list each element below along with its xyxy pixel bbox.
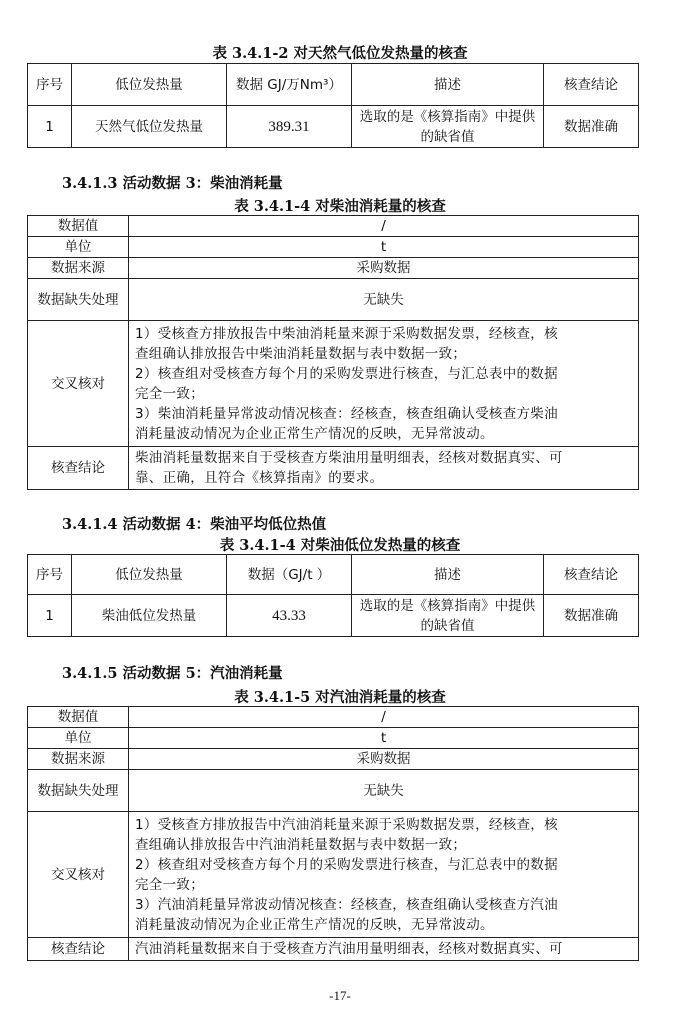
- header-no: 序号: [28, 64, 72, 106]
- data-value: /: [129, 707, 639, 728]
- text-line: 查组确认排放报告中汽油消耗量数据与表中数据一致；: [135, 836, 467, 853]
- header-no: 序号: [28, 555, 72, 595]
- text-line: 完全一致；: [135, 876, 204, 893]
- unit-value: t: [129, 728, 639, 749]
- cell-description: 选取的是《核算指南》中提供的缺省值: [352, 595, 544, 637]
- header-data-unit: 数据 GJ/万Nm³）: [227, 64, 352, 106]
- header-conclusion: 核查结论: [544, 64, 639, 106]
- header-description: 描述: [352, 555, 544, 595]
- missing-handling: 无缺失: [129, 279, 639, 321]
- table-gasoline: [27, 706, 639, 961]
- label-conclusion: 核查结论: [28, 938, 129, 961]
- cross-check-text: [129, 812, 639, 938]
- table-gas-lhv: [27, 63, 639, 148]
- missing-handling: 无缺失: [129, 770, 639, 812]
- data-source: 采购数据: [129, 258, 639, 279]
- text-line: 靠、正确，且符合《核算指南》的要求。: [135, 470, 384, 486]
- table-caption-gas-lhv: 表 3.4.1-2 对天然气低位发热量的核查: [212, 45, 468, 62]
- table-diesel-lhv: [27, 554, 639, 637]
- label-unit: 单位: [28, 728, 129, 749]
- label-data-value: 数据值: [28, 216, 129, 237]
- conclusion-text: [129, 447, 639, 490]
- label-data-source: 数据来源: [28, 258, 129, 279]
- text-line: 3）柴油消耗量异常波动情况核查：经核查，核查组确认受核查方柴油: [135, 405, 558, 422]
- text-line: 2）核查组对受核查方每个月的采购发票进行核查，与汇总表中的数据: [135, 365, 558, 382]
- cell-no: 1: [28, 106, 72, 148]
- text-line: 柴油消耗量数据来自于受核查方柴油用量明细表，经核对数据真实、可: [135, 450, 563, 466]
- unit-value: t: [129, 237, 639, 258]
- data-source: 采购数据: [129, 749, 639, 770]
- header-conclusion: 核查结论: [544, 555, 639, 595]
- cell-conclusion: 数据准确: [544, 106, 639, 148]
- label-cross-check: 交叉核对: [28, 321, 129, 447]
- header-data-unit: 数据（GJ/t ）: [227, 555, 352, 595]
- text-line: 1）受核查方排放报告中柴油消耗量来源于采购数据发票，经核查，核: [135, 325, 558, 342]
- section-heading-diesel: 3.4.1.3 活动数据 3：柴油消耗量: [62, 175, 283, 192]
- cell-value: 389.31: [227, 106, 352, 148]
- cell-item: 柴油低位发热量: [72, 595, 227, 637]
- cell-no: 1: [28, 595, 72, 637]
- text-line: 3）汽油消耗量异常波动情况核查：经核查，核查组确认受核查方汽油: [135, 896, 558, 913]
- text-line: 消耗量波动情况为企业正常生产情况的反映，无异常波动。: [135, 425, 494, 442]
- section-heading-gasoline: 3.4.1.5 活动数据 5：汽油消耗量: [62, 665, 283, 682]
- cell-description: 选取的是《核算指南》中提供的缺省值: [352, 106, 544, 148]
- label-cross-check: 交叉核对: [28, 812, 129, 938]
- header-lhv: 低位发热量: [72, 555, 227, 595]
- text-line: 1）受核查方排放报告中汽油消耗量来源于采购数据发票，经核查，核: [135, 816, 558, 833]
- text-line: 查组确认排放报告中柴油消耗量数据与表中数据一致；: [135, 345, 467, 362]
- header-description: 描述: [352, 64, 544, 106]
- page-number: -17-: [329, 988, 351, 1003]
- text-line: 消耗量波动情况为企业正常生产情况的反映，无异常波动。: [135, 916, 494, 933]
- cell-item: 天然气低位发热量: [72, 106, 227, 148]
- label-data-value: 数据值: [28, 707, 129, 728]
- cross-check-text: [129, 321, 639, 447]
- label-missing-handling: 数据缺失处理: [28, 279, 129, 321]
- cell-conclusion: 数据准确: [544, 595, 639, 637]
- label-unit: 单位: [28, 237, 129, 258]
- table-caption-diesel-lhv: 表 3.4.1-4 对柴油低位发热量的核查: [219, 537, 461, 554]
- table-caption-diesel: 表 3.4.1-4 对柴油消耗量的核查: [234, 198, 446, 215]
- header-lhv: 低位发热量: [72, 64, 227, 106]
- label-missing-handling: 数据缺失处理: [28, 770, 129, 812]
- cell-value: 43.33: [227, 595, 352, 637]
- table-diesel: [27, 215, 639, 490]
- label-data-source: 数据来源: [28, 749, 129, 770]
- table-caption-gasoline: 表 3.4.1-5 对汽油消耗量的核查: [234, 689, 446, 706]
- data-value: /: [129, 216, 639, 237]
- text-line: 汽油消耗量数据来自于受核查方汽油用量明细表，经核对数据真实、可: [135, 941, 563, 957]
- text-line: 2）核查组对受核查方每个月的采购发票进行核查，与汇总表中的数据: [135, 856, 558, 873]
- conclusion-text: [129, 938, 639, 961]
- text-line: 完全一致；: [135, 385, 204, 402]
- section-heading-diesel-lhv: 3.4.1.4 活动数据 4：柴油平均低位热值: [62, 516, 327, 533]
- label-conclusion: 核查结论: [28, 447, 129, 490]
